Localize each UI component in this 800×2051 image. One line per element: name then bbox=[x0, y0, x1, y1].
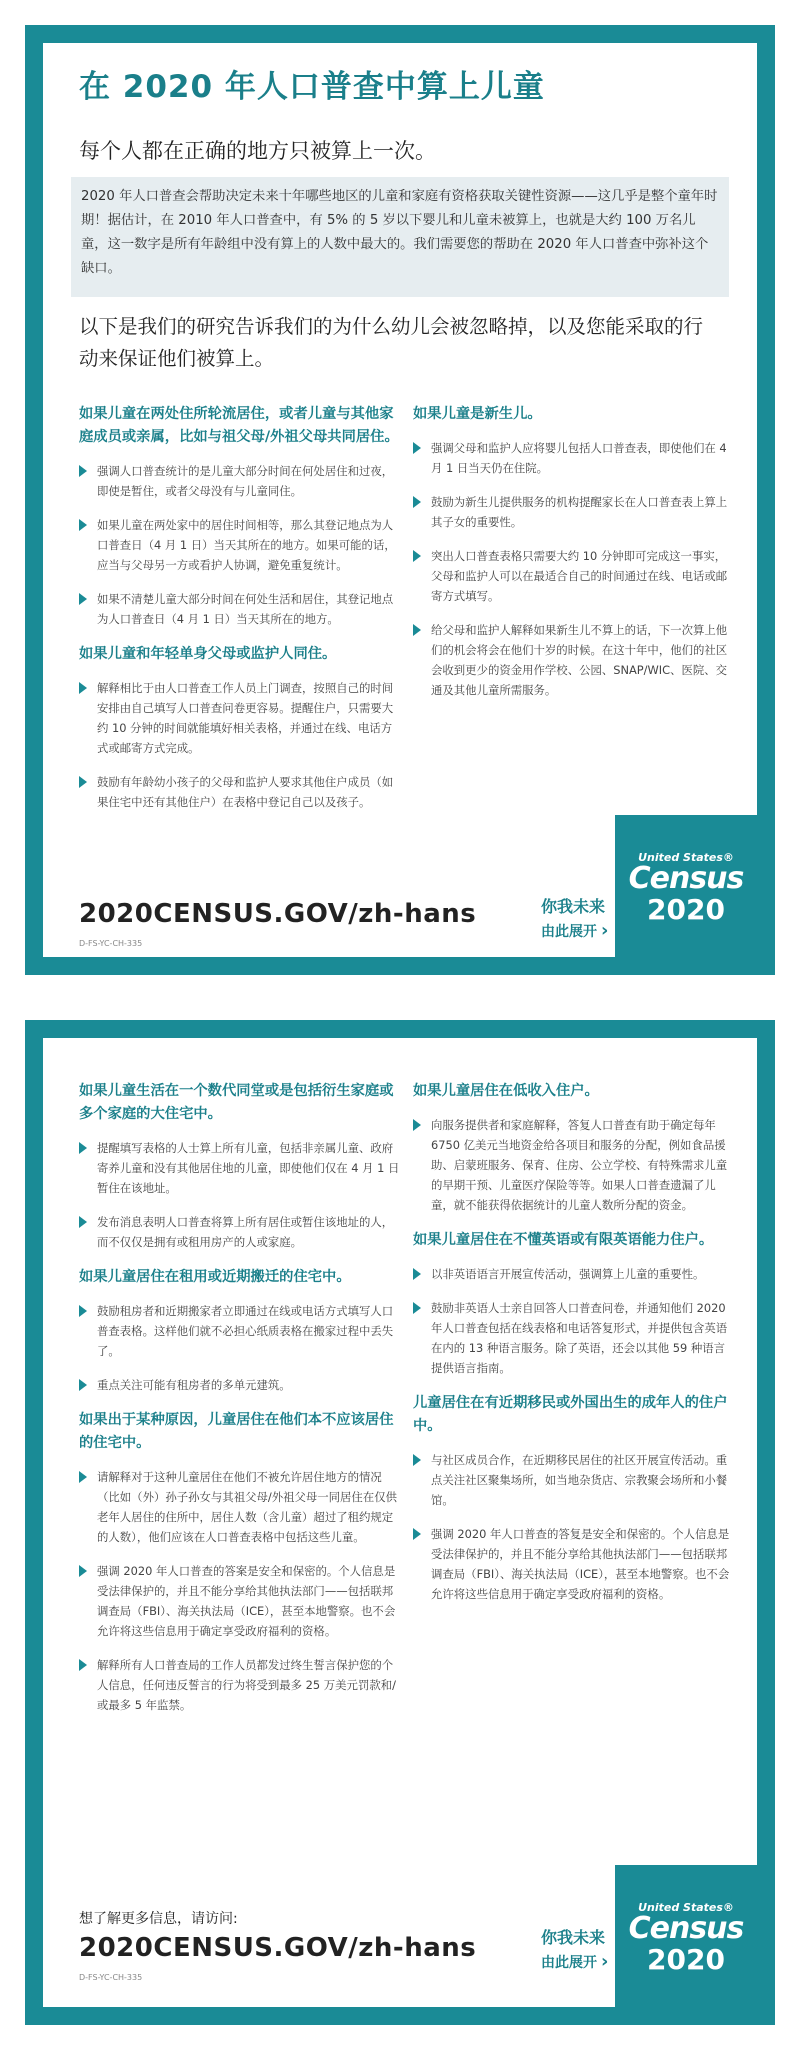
page-2-inner bbox=[43, 1038, 757, 2007]
bullet-list bbox=[413, 1264, 735, 1378]
page-2-left-column bbox=[79, 1080, 401, 1729]
lead-text: 以下是我们的研究告诉我们的为什么幼儿会被忽略掉，以及您能采取的行动来保证他们被算上。 bbox=[79, 315, 704, 370]
list-item-text: 鼓励为新生儿提供服务的机构提醒家长在人口普查表上算上其子女的重要性。 bbox=[431, 495, 728, 529]
list-item-text: 鼓励非英语人士亲自回答人口普查问卷，并通知他们 2020 年人口普查包括在线表格和电话答复形式，并提供包含英语在内的 13 种语言服务。除了英语，还会以其他 59 种语言提供语言指南。 bbox=[431, 1301, 728, 1375]
list-item-text: 发布消息表明人口普查将算上所有居住或暂住该地址的人，而不仅仅是拥有或租用房产的人或家庭。 bbox=[97, 1215, 394, 1249]
arrow-bullet-icon bbox=[79, 682, 87, 694]
document-code: D-FS-YC-CH-335 bbox=[79, 1973, 143, 1982]
list-item-text: 向服务提供者和家庭解释，答复人口普查有助于确定每年 6750 亿美元当地资金给各项目和服务的分配，例如食品援助、启蒙班服务、保育、住房、公立学校、有特殊需求儿童的早期干预、儿童医疗保险等等。如果人口普查遗漏了儿童，就不能获得依据统计的儿童人数所分配的资金。 bbox=[431, 1118, 728, 1212]
list-item-text: 以非英语语言开展宣传活动，强调算上儿童的重要性。 bbox=[431, 1267, 705, 1281]
list-item-text: 如果不清楚儿童大部分时间在何处生活和居住，其登记地点为人口普查日（4 月 1 日）当天其所在的地方。 bbox=[97, 592, 394, 626]
bullet-list bbox=[79, 678, 401, 812]
list-item-text: 提醒填写表格的人士算上所有儿童，包括非亲属儿童、政府寄养儿童和没有其他居住地的儿童，即使他们仅在 4 月 1 日暂住在该地址。 bbox=[97, 1141, 400, 1195]
section-heading: 如果儿童生活在一个数代同堂或是包括衍生家庭或多个家庭的大住宅中。 bbox=[79, 1083, 394, 1122]
page-2-right-column bbox=[413, 1080, 735, 1618]
list-item-text: 重点关注可能有租房者的多单元建筑。 bbox=[97, 1378, 291, 1392]
list-item bbox=[79, 1655, 401, 1715]
document-code: D-FS-YC-CH-335 bbox=[79, 939, 143, 948]
section-heading: 如果儿童和年轻单身父母或监护人同住。 bbox=[79, 646, 337, 662]
list-item bbox=[413, 1524, 735, 1604]
section-heading: 如果儿童居住在租用或近期搬迁的住宅中。 bbox=[79, 1269, 351, 1285]
bullet-list bbox=[79, 1467, 401, 1715]
page-2-frame bbox=[25, 1020, 775, 2025]
list-item bbox=[79, 1467, 401, 1547]
arrow-bullet-icon bbox=[413, 1454, 421, 1466]
list-item bbox=[79, 515, 401, 575]
bullet-list bbox=[79, 1138, 401, 1252]
section-heading: 如果儿童是新生儿。 bbox=[413, 406, 542, 422]
logo-census: Census bbox=[628, 1911, 744, 1946]
arrow-bullet-icon bbox=[79, 1142, 87, 1154]
list-item-text: 鼓励有年龄幼小孩子的父母和监护人要求其他住户成员（如果住宅中还有其他住户）在表格中登记自己以及孩子。 bbox=[97, 775, 394, 809]
list-item-text: 请解释对于这种儿童居住在他们不被允许居住地方的情况（比如（外）孙子孙女与其祖父母/外祖父母一同居住在仅供老年人居住的住所中，居住人数（含儿童）超过了租约规定的人数），他们应该在人口普查表格中包括这些儿童。 bbox=[97, 1470, 397, 1544]
list-item bbox=[413, 1115, 735, 1215]
more-info-label: 想了解更多信息，请访问: bbox=[79, 1911, 238, 1927]
arrow-bullet-icon bbox=[79, 1659, 87, 1671]
list-item bbox=[413, 546, 735, 606]
logo-united-states: United States® bbox=[638, 1901, 734, 1914]
list-item bbox=[413, 1264, 735, 1284]
arrow-bullet-icon bbox=[79, 593, 87, 605]
section-heading: 如果出于某种原因，儿童居住在他们本不应该居住的住宅中。 bbox=[79, 1412, 394, 1451]
census-logo bbox=[615, 1865, 757, 2007]
census-url[interactable]: 2020CENSUS.GOV/zh-hans bbox=[79, 1933, 477, 1963]
list-item bbox=[79, 1301, 401, 1361]
page-1-frame bbox=[25, 25, 775, 975]
list-item bbox=[79, 772, 401, 812]
list-item-text: 解释相比于由人口普查工作人员上门调查，按照自己的时间安排由自己填写人口普查问卷更容易。提醒住户，只需要大约 10 分钟的时间就能填好相关表格，并通过在线、电话方式或邮寄方式完成。 bbox=[97, 681, 394, 755]
list-item bbox=[79, 461, 401, 501]
list-item bbox=[413, 620, 735, 700]
page-subtitle: 每个人都在正确的地方只被算上一次。 bbox=[79, 139, 436, 163]
arrow-bullet-icon bbox=[79, 1305, 87, 1317]
list-item-text: 强调 2020 年人口普查的答复是安全和保密的。个人信息是受法律保护的，并且不能分享给其他执法部门——包括联邦调查局（FBI）、海关执法局（ICE），甚至本地警察。也不会允许将这些信息用于确定享受政府福利的资格。 bbox=[431, 1527, 730, 1601]
arrow-bullet-icon bbox=[79, 465, 87, 477]
section-heading: 儿童居住在有近期移民或外国出生的成年人的住户中。 bbox=[413, 1395, 728, 1434]
arrow-bullet-icon bbox=[79, 1379, 87, 1391]
bullet-list bbox=[413, 438, 735, 700]
bullet-list bbox=[413, 1115, 735, 1215]
list-item bbox=[413, 438, 735, 478]
census-url[interactable]: 2020CENSUS.GOV/zh-hans bbox=[79, 899, 477, 929]
section-heading: 如果儿童居住在低收入住户。 bbox=[413, 1083, 599, 1099]
list-item-text: 给父母和监护人解释如果新生儿不算上的话，下一次算上他们的机会将会在他们十岁的时候。在这十年中，他们的社区会收到更少的资金用作学校、公园、SNAP/WIC、医院、交通及其他儿童所需服务。 bbox=[431, 623, 728, 697]
list-item-text: 强调父母和监护人应将婴儿包括人口普查表，即使他们在 4 月 1 日当天仍在住院。 bbox=[431, 441, 727, 475]
list-item bbox=[413, 1298, 735, 1378]
intro-box: 2020 年人口普查会帮助决定未来十年哪些地区的儿童和家庭有资格获取关键性资源——这几乎是整个童年时期！据估计，在 2010 年人口普查中，有 5% 的 5 岁以下婴儿和儿童未被算上，也就是大约 100 万名儿童，这一数字是所有年龄组中没有算上的人数中最大的。我们需要您的帮助在 2020 年人口普查中弥补这个缺口。 bbox=[71, 177, 729, 297]
list-item-text: 强调人口普查统计的是儿童大部分时间在何处居住和过夜，即使是暂住，或者父母没有与儿童同住。 bbox=[97, 464, 394, 498]
tagline-line1: 你我未来 bbox=[541, 1928, 606, 1947]
list-item bbox=[413, 492, 735, 532]
arrow-bullet-icon bbox=[413, 1268, 421, 1280]
arrow-bullet-icon bbox=[79, 1216, 87, 1228]
arrow-bullet-icon bbox=[79, 519, 87, 531]
page-1-left-column bbox=[79, 403, 401, 826]
tagline-line2: 由此展开 › bbox=[541, 1950, 608, 1975]
bullet-list bbox=[79, 461, 401, 629]
list-item-text: 突出人口普查表格只需要大约 10 分钟即可完成这一事实，父母和监护人可以在最适合自己的时间通过在线、电话或邮寄方式填写。 bbox=[431, 549, 728, 603]
page-title: 在 2020 年人口普查中算上儿童 bbox=[79, 69, 545, 105]
arrow-bullet-icon bbox=[413, 1528, 421, 1540]
tagline-line1: 你我未来 bbox=[541, 897, 606, 916]
page-1-right-column bbox=[413, 403, 735, 714]
bullet-list bbox=[79, 1301, 401, 1395]
logo-year: 2020 bbox=[647, 1943, 725, 1976]
list-item-text: 如果儿童在两处家中的居住时间相等，那么其登记地点为人口普查日（4 月 1 日）当天其所在的地方。如果可能的话，应当与父母另一方或看护人协调，避免重复统计。 bbox=[97, 518, 396, 572]
list-item-text: 与社区成员合作，在近期移民居住的社区开展宣传活动。重点关注社区聚集场所，如当地杂货店、宗教聚会场所和小餐馆。 bbox=[431, 1453, 728, 1507]
bullet-list bbox=[413, 1450, 735, 1604]
list-item bbox=[79, 678, 401, 758]
list-item-text: 解释所有人口普查局的工作人员都发过终生誓言保护您的个人信息，任何违反誓言的行为将受到最多 25 万美元罚款和/或最多 5 年监禁。 bbox=[97, 1658, 396, 1712]
list-item bbox=[79, 1375, 401, 1395]
arrow-bullet-icon bbox=[413, 624, 421, 636]
list-item bbox=[79, 1561, 401, 1641]
page-1-inner bbox=[43, 43, 757, 957]
arrow-bullet-icon bbox=[79, 776, 87, 788]
list-item bbox=[413, 1450, 735, 1510]
list-item bbox=[79, 589, 401, 629]
section-heading: 如果儿童在两处住所轮流居住，或者儿童与其他家庭成员或亲属，比如与祖父母/外祖父母共同居住。 bbox=[79, 406, 399, 445]
arrow-bullet-icon bbox=[79, 1565, 87, 1577]
logo-united-states: United States® bbox=[638, 851, 734, 864]
list-item bbox=[79, 1212, 401, 1252]
census-logo bbox=[615, 815, 757, 957]
section-heading: 如果儿童居住在不懂英语或有限英语能力住户。 bbox=[413, 1232, 714, 1248]
arrow-bullet-icon bbox=[413, 1119, 421, 1131]
arrow-bullet-icon bbox=[413, 550, 421, 562]
arrow-bullet-icon bbox=[413, 442, 421, 454]
list-item bbox=[79, 1138, 401, 1198]
arrow-bullet-icon bbox=[413, 1302, 421, 1314]
tagline bbox=[541, 1926, 608, 1975]
tagline bbox=[541, 895, 608, 944]
logo-census: Census bbox=[628, 861, 744, 896]
arrow-bullet-icon bbox=[413, 496, 421, 508]
tagline-line2: 由此展开 › bbox=[541, 919, 608, 944]
logo-year: 2020 bbox=[647, 893, 725, 926]
list-item-text: 强调 2020 年人口普查的答案是安全和保密的。个人信息是受法律保护的，并且不能分享给其他执法部门——包括联邦调查局（FBI）、海关执法局（ICE），甚至本地警察。也不会允许将这些信息用于确定享受政府福利的资格。 bbox=[97, 1564, 396, 1638]
arrow-bullet-icon bbox=[79, 1471, 87, 1483]
list-item-text: 鼓励租房者和近期搬家者立即通过在线或电话方式填写人口普查表格。这样他们就不必担心纸质表格在搬家过程中丢失了。 bbox=[97, 1304, 394, 1358]
